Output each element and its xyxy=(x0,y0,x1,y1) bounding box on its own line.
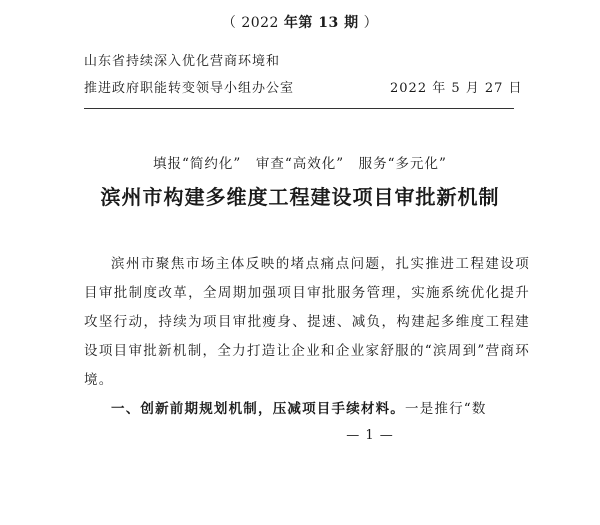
issue-label: 年第 13 期 xyxy=(283,15,359,31)
paragraph-2-text: 一是推行“数 xyxy=(405,401,487,417)
issue-close: ） xyxy=(358,15,379,31)
article-body xyxy=(84,250,530,424)
article-subtitle: 填报“简约化” 审查“高效化” 服务“多元化” xyxy=(153,156,447,172)
header-divider xyxy=(84,108,514,109)
article-title: 滨州市构建多维度工程建设项目审批新机制 xyxy=(100,185,500,209)
page-number: — 1 — xyxy=(346,428,394,443)
paragraph-1: 滨州市聚焦市场主体反映的堵点痛点问题，扎实推进工程建设项目审批制度改革，全周期加强项目审批服务管理，实施系统优化提升攻坚行动，持续为项目审批瘦身、提速、减负，构建起多维度工程建设项目审批新机制，全力打造让企业和企业家舒服的“滨周到”营商环境。 xyxy=(84,256,530,388)
paragraph-2 xyxy=(84,395,530,424)
issue-number xyxy=(0,12,600,32)
issuer-block xyxy=(84,48,294,102)
issue-open: （ 2022 xyxy=(221,15,284,31)
issue-date: 2022 年 5 月 27 日 xyxy=(390,81,523,96)
issuer-line-2: 推进政府职能转变领导小组办公室 xyxy=(84,81,295,96)
issuer-line-1: 山东省持续深入优化营商环境和 xyxy=(84,54,281,69)
section-heading-1: 一、创新前期规划机制，压减项目手续材料。 xyxy=(111,401,405,417)
